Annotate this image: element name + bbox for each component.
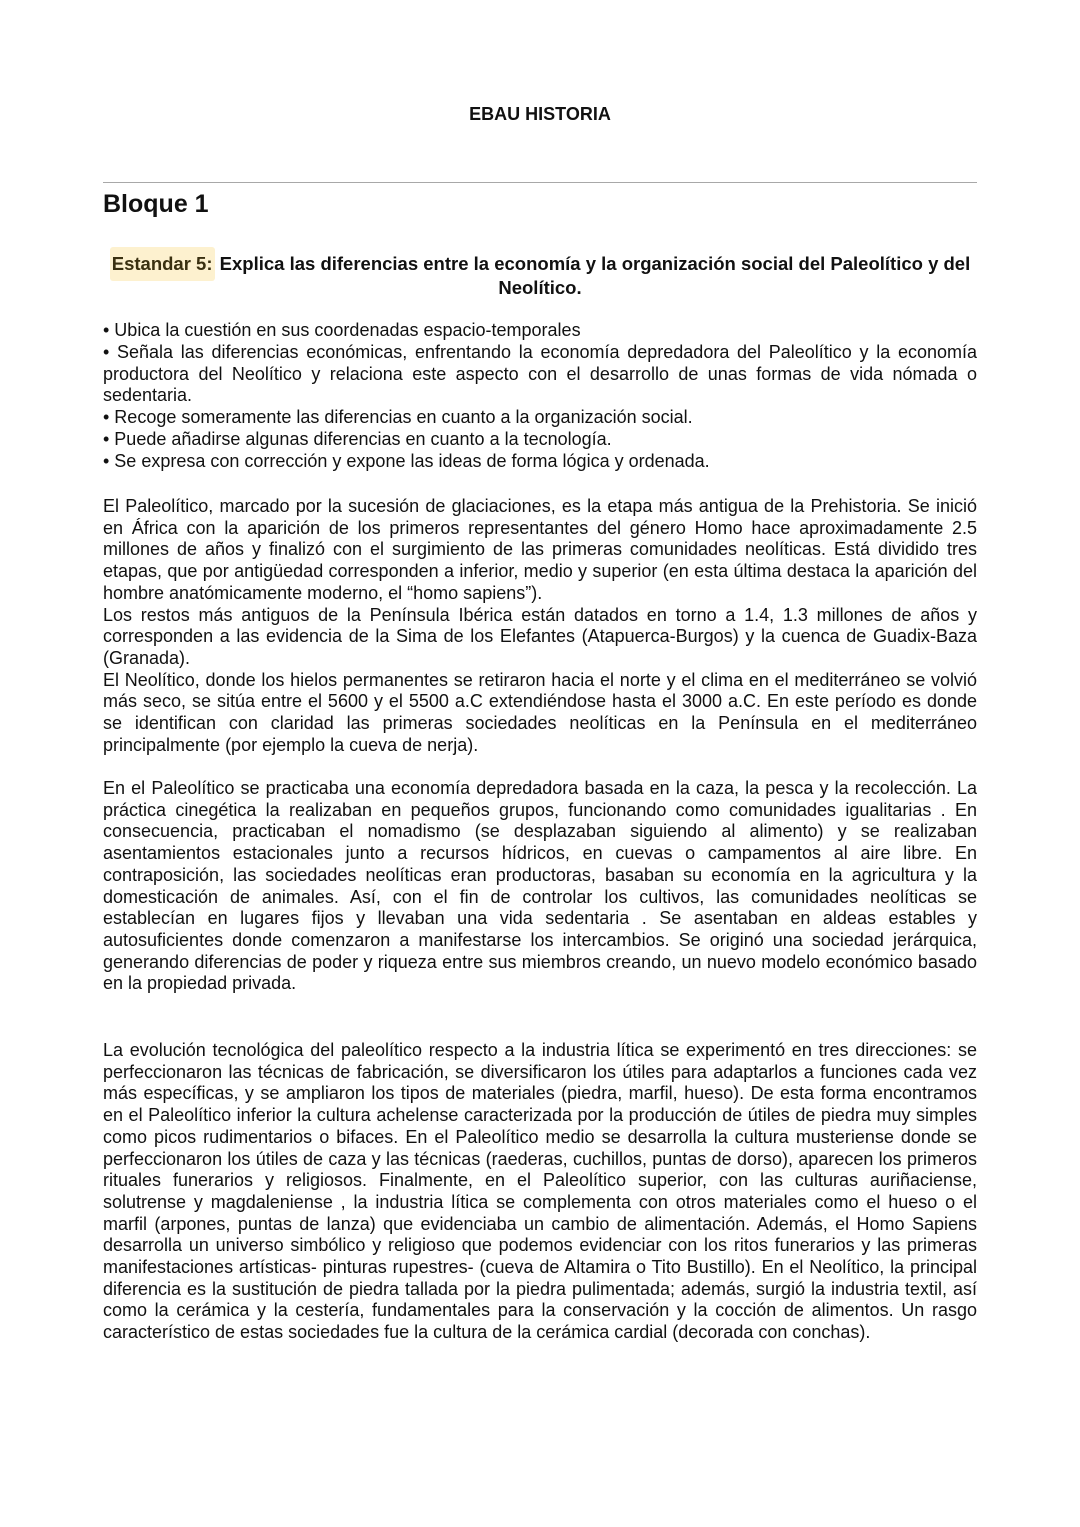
block-heading: Bloque 1 xyxy=(103,190,209,218)
paragraph-chronology xyxy=(103,496,977,756)
criteria-item: • Ubica la cuestión en sus coordenadas espacio-temporales xyxy=(103,320,581,340)
criteria-item: • Recoge someramente las diferencias en cuanto a la organización social. xyxy=(103,407,693,428)
criteria-item: • Se expresa con corrección y expone las ideas de forma lógica y ordenada. xyxy=(103,450,710,471)
criteria-item: • Señala las diferencias económicas, enfrentando la economía depredadora del Paleolítico y la economía productora del Neolítico y relaciona este aspecto con el desarrollo de unas formas de vida nómada o sedentaria. xyxy=(103,341,977,406)
document-title: EBAU HISTORIA xyxy=(469,104,611,124)
paragraph-economy-society xyxy=(103,778,977,995)
paragraph-line: Los restos más antiguos de la Península Ibérica están datados en torno a 1.4, 1.3 millones de años y corresponden a las evidencia de la Sima de los Elefantes (Atapuerca-Burgos) y la cuenca de Guadix-Baza (Granada). xyxy=(103,604,977,668)
standard-text: Explica las diferencias entre la economía y la organización social del Paleolítico y del Neolítico. xyxy=(214,253,971,298)
criteria-item: • Puede añadirse algunas diferencias en cuanto a la tecnología. xyxy=(103,428,612,449)
paragraph-line: El Paleolítico, marcado por la sucesión de glaciaciones, es la etapa más antigua de la Prehistoria. Se inició en África con la aparición de los primeros representantes del género Homo hace aproximadamente 2.5 millones de años y finalizó con el surgimiento de las primeras comunidades neolíticas. Está dividido tres etapas, que por antigüedad corresponden a inferior, medio y superior (en esta última destaca la aparición del hombre anatómicamente moderno, el “homo sapiens”). xyxy=(103,496,977,603)
paragraph-line: La evolución tecnológica del paleolítico respecto a la industria lítica se experimentó en tres direcciones: se perfeccionaron las técnicas de fabricación, se diversificaron los útiles para adaptarlos a funciones cada vez más específicas, y se ampliaron los tipos de materiales (piedra, marfil, hueso). De esta forma encontramos en el Paleolítico inferior la cultura achelense caracterizada por la producción de útiles de piedra muy simples como picos rudimentarios o bifaces. En el Paleolítico medio se desarrolla la cultura musteriense donde se perfeccionaron los útiles de caza y las técnicas (raederas, cuchillos, puntas de dorso), aparecen los primeros rituales funerarios y religiosos. Finalmente, en el Paleolítico superior, con las culturas auriñaciense, solutrense y magdaleniense , la industria lítica se complementa con otros materiales como el hueso o el marfil (arpones, puntas de lanza) que evidenciaba un cambio de alimentación. Además, el Homo Sapiens desarrolla un universo simbólico y religioso que podemos evidenciar con los ritos funerarios y las primeras manifestaciones artísticas- pinturas rupestres- (cueva de Altamira o Tito Bustillo). En el Neolítico, la principal diferencia es la sustitución de piedra tallada por la piedra pulimentada; además, surgió la industria textil, así como la cerámica y la cestería, fundamentales para la conservación y la cocción de alimentos. Un rasgo característico de estas sociedades fue la cultura de la cerámica cardial (decorada con conchas). xyxy=(103,1040,977,1343)
standard-heading xyxy=(103,252,977,300)
paragraph-line: En el Paleolítico se practicaba una economía depredadora basada en la caza, la pesca y la recolección. La práctica cinegética la realizaban en pequeños grupos, funcionando como comunidades igualitarias . En consecuencia, practicaban el nomadismo (se desplazaban siguiendo al alimento) y se realizaban asentamientos estacionales junto a recursos hídricos, en cuevas o campamentos al aire libre. En contraposición, las sociedades neolíticas eran productoras, basaban su economía en la agricultura y la domesticación de animales. Así, con el fin de controlar los cultivos, las comunidades neolíticas se establecían en lugares fijos y llevaban una vida sedentaria . Se asentaban en aldeas estables y autosuficientes donde comenzaron a manifestarse los intercambios. Se originó una sociedad jerárquica, generando diferencias de poder y riqueza entre sus miembros creando, un nuevo modelo económico basado en la propiedad privada. xyxy=(103,778,977,994)
paragraph-line: El Neolítico, donde los hielos permanentes se retiraron hacia el norte y el clima en el mediterráneo se volvió más seco, se sitúa entre el 5600 y el 5500 a.C extendiéndose hasta el 3000 a.C. En este período es donde se identifican con claridad las primeras sociedades neolíticas en la Península en el mediterráneo principalmente (por ejemplo la cueva de nerja). xyxy=(103,669,977,755)
horizontal-divider xyxy=(103,182,977,183)
evaluation-criteria-list xyxy=(103,320,977,473)
standard-label-highlight: Estandar 5: xyxy=(110,247,215,281)
paragraph-technology xyxy=(103,1040,977,1344)
